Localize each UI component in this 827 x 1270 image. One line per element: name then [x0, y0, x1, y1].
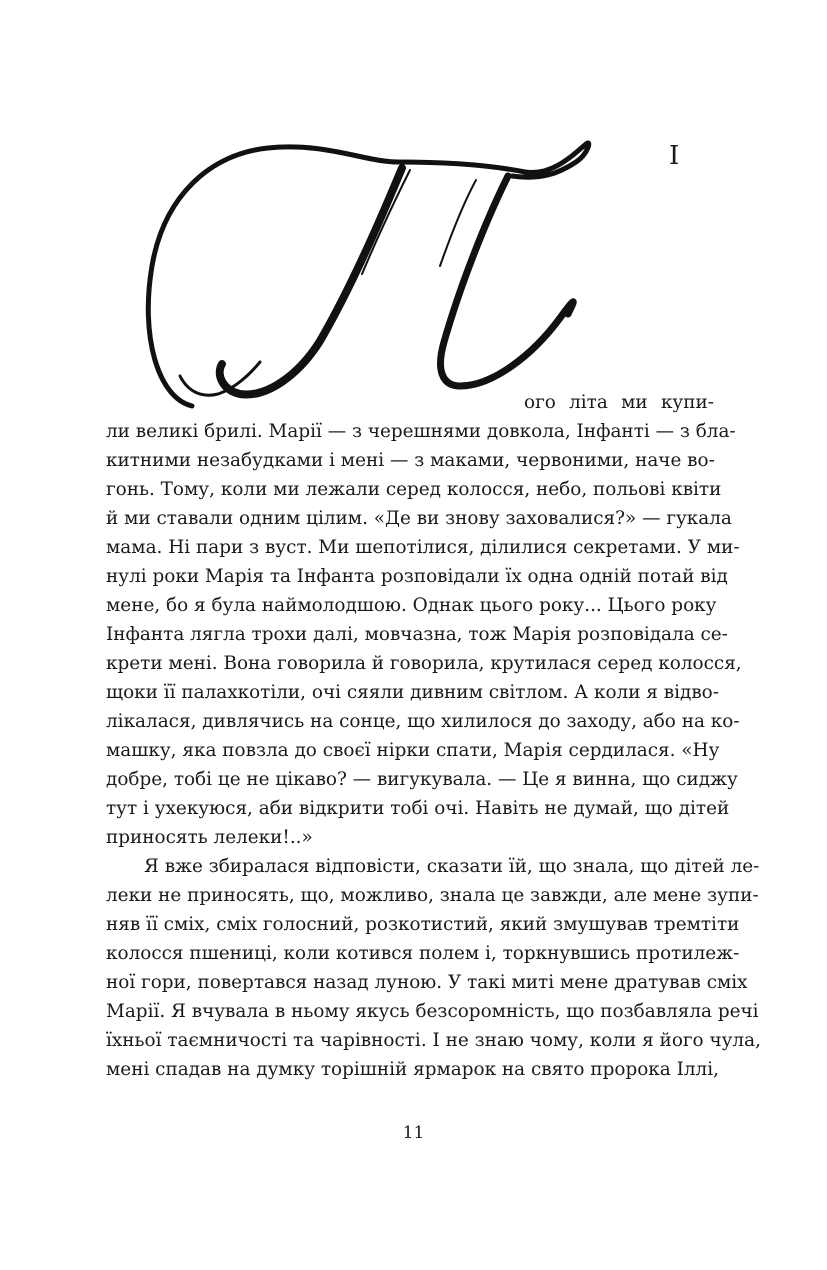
text-line: мені спадав на думку торішній ярмарок на свято пророка Іллі,	[106, 1059, 719, 1080]
text-line: нулі роки Марія та Інфанта розповідали їх одна одній потай від	[106, 566, 728, 587]
text-line: мама. Ні пари з вуст. Ми шепотілися, ділилися секретами. У ми-	[106, 537, 740, 558]
text-line: добре, тобі це не цікаво? — вигукувала. — Це я винна, що сиджу	[106, 769, 738, 790]
chapter-number: I	[669, 141, 680, 171]
text-line: приносять лелеки!..»	[106, 827, 313, 848]
text-line: Марії. Я вчувала в ньому якусь безсоромність, що позбавляла речі	[106, 1001, 759, 1022]
text-line: ної гори, повертався назад луною. У такі миті мене дратував сміх	[106, 972, 748, 993]
text-line: лікалася, дивлячись на сонце, що хилилося до заходу, або на ко-	[106, 711, 740, 732]
text-line: Я вже збиралася відповісти, сказати їй, що знала, що дітей ле-	[144, 856, 760, 877]
page-number: 11	[402, 1123, 425, 1143]
text-line: китними незабудками і мені — з маками, червоними, наче во-	[106, 450, 715, 471]
text-line: колосся пшениці, коли котився полем і, торкнувшись протилеж-	[106, 943, 740, 964]
text-line: й ми ставали одним цілим. «Де ви знову заховалися?» — гукала	[106, 508, 732, 529]
text-line: мене, бо я була наймолодшою. Однак цього року... Цього року	[106, 595, 717, 616]
text-line: ли великі брилі. Марії — з черешнями довкола, Інфанті — з бла-	[106, 421, 736, 442]
text-line: машку, яка повзла до своєї нірки спати, Марія сердилася. «Ну	[106, 740, 720, 761]
text-line: няв її сміх, сміх голосний, розкотистий, який змушував тремтіти	[106, 914, 740, 935]
text-line: їхньої таємничості та чарівності. І не знаю чому, коли я його чула,	[106, 1030, 761, 1051]
text-line: леки не приносять, що, можливо, знала це завжди, але мене зупи-	[106, 885, 759, 906]
text-line: ого літа ми купи-	[524, 392, 714, 413]
text-line: тут і ухекуюся, аби відкрити тобі очі. Навіть не думай, що дітей	[106, 798, 730, 819]
text-line: Інфанта лягла трохи далі, мовчазна, тож Марія розповідала се-	[106, 624, 728, 645]
drop-cap-initial	[140, 136, 600, 416]
text-line: гонь. Тому, коли ми лежали серед колосся, небо, польові квіти	[106, 479, 722, 500]
text-line: щоки її палахкотіли, очі сяяли дивним світлом. А коли я відво-	[106, 682, 719, 703]
text-line: крети мені. Вона говорила й говорила, крутилася серед колосся,	[106, 653, 742, 674]
